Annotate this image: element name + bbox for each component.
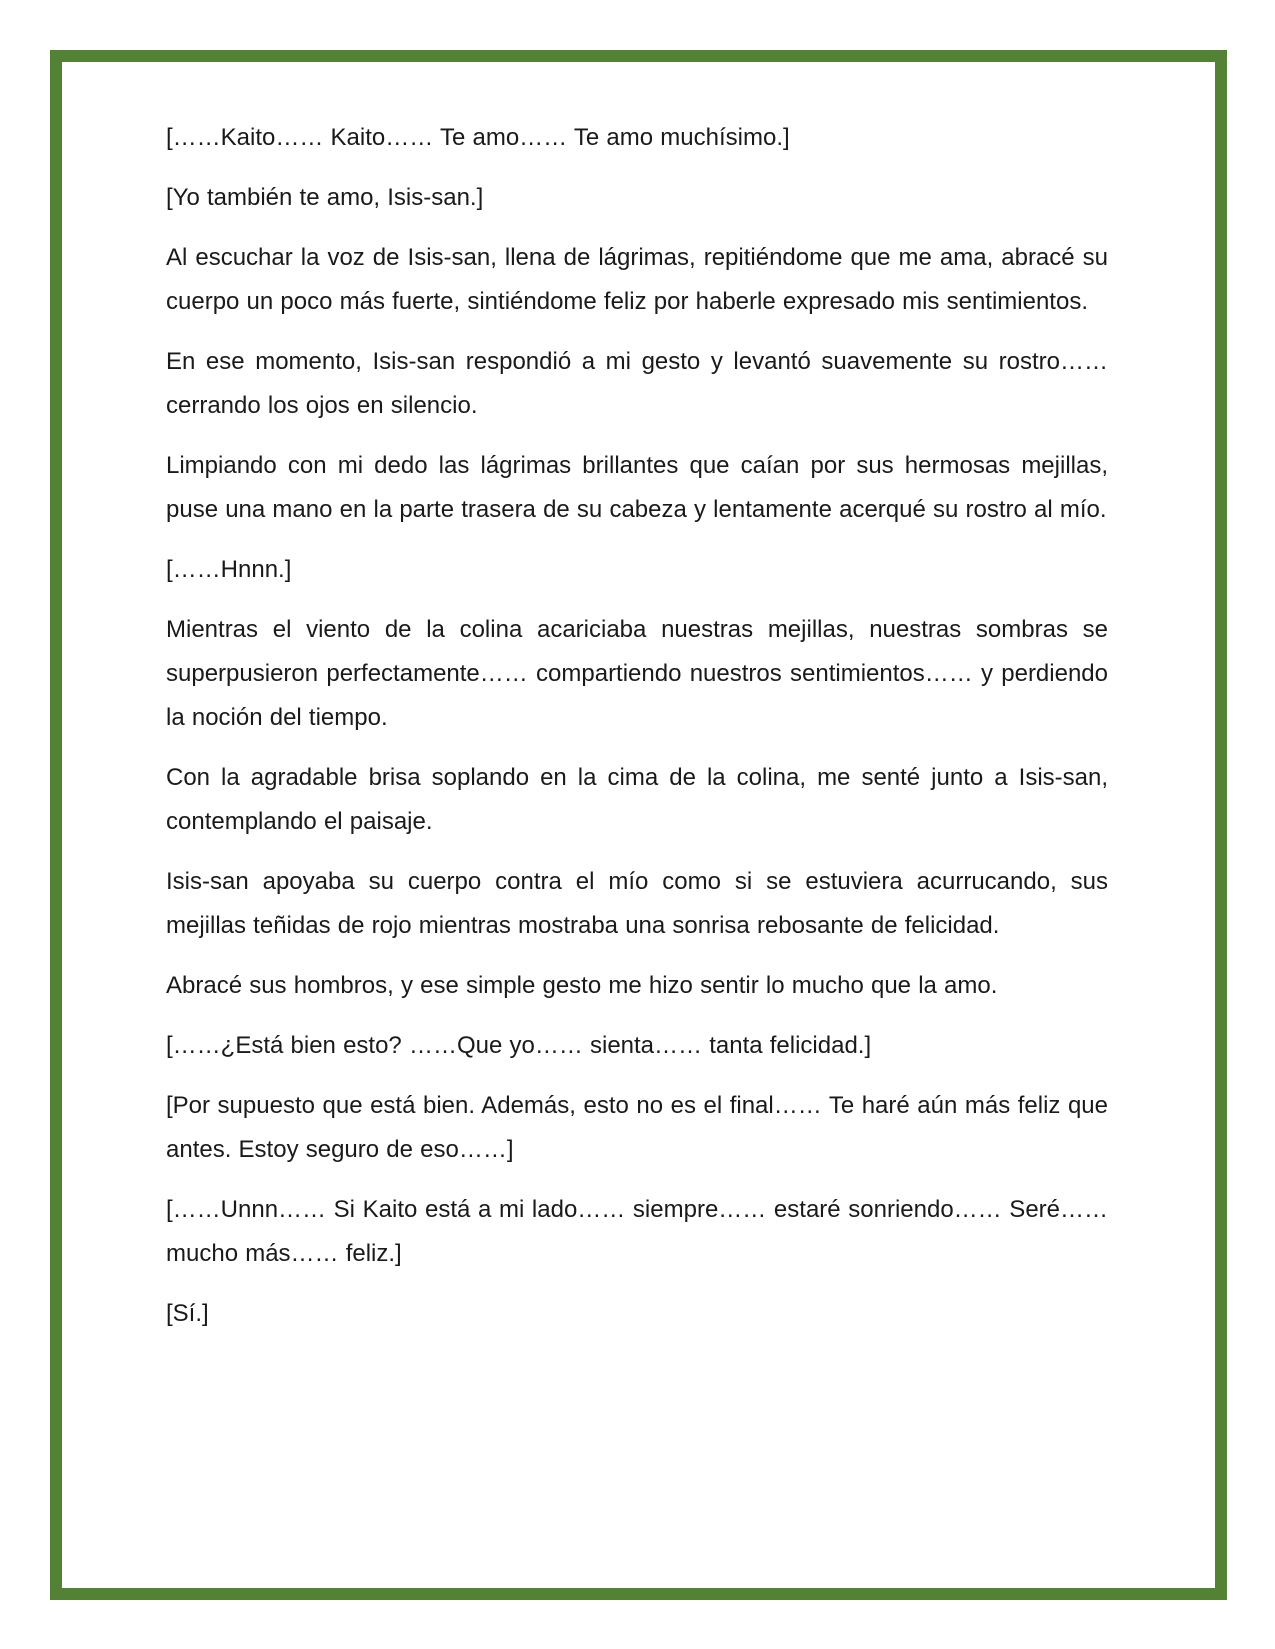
paragraph-13: [……Unnn…… Si Kaito está a mi lado…… siempre…… estaré sonriendo…… Seré…… mucho más…… feliz.] xyxy=(166,1196,1108,1267)
paragraph-5: Limpiando con mi dedo las lágrimas brillantes que caían por sus hermosas mejillas, puse una mano en la parte trasera de su cabeza y lentamente acerqué su rostro al mío. xyxy=(166,452,1108,523)
paragraph-7: Mientras el viento de la colina acariciaba nuestras mejillas, nuestras sombras se superpusieron perfectamente…… compartiendo nuestros sentimientos…… y perdiendo la noción del tiempo. xyxy=(166,616,1108,731)
paragraph-10: Abracé sus hombros, y ese simple gesto me hizo sentir lo mucho que la amo. xyxy=(166,972,998,999)
paragraph-1: [……Kaito…… Kaito…… Te amo…… Te amo muchísimo.] xyxy=(166,124,790,151)
paragraph-4: En ese momento, Isis-san respondió a mi gesto y levantó suavemente su rostro…… cerrando los ojos en silencio. xyxy=(166,348,1108,419)
paragraph-8: Con la agradable brisa soplando en la cima de la colina, me senté junto a Isis-san, contemplando el paisaje. xyxy=(166,764,1108,835)
paragraph-14: [Sí.] xyxy=(166,1300,209,1327)
document-body xyxy=(166,116,1108,1352)
paragraph-3: Al escuchar la voz de Isis-san, llena de lágrimas, repitiéndome que me ama, abracé su cuerpo un poco más fuerte, sintiéndome feliz por haberle expresado mis sentimientos. xyxy=(166,244,1108,315)
paragraph-9: Isis-san apoyaba su cuerpo contra el mío como si se estuviera acurrucando, sus mejillas teñidas de rojo mientras mostraba una sonrisa rebosante de felicidad. xyxy=(166,868,1108,939)
paragraph-2: [Yo también te amo, Isis-san.] xyxy=(166,184,484,211)
paragraph-6: [……Hnnn.] xyxy=(166,556,292,583)
paragraph-11: [……¿Está bien esto? ……Que yo…… sienta…… tanta felicidad.] xyxy=(166,1032,872,1059)
paragraph-12: [Por supuesto que está bien. Además, esto no es el final…… Te haré aún más feliz que antes. Estoy seguro de eso……] xyxy=(166,1092,1108,1163)
